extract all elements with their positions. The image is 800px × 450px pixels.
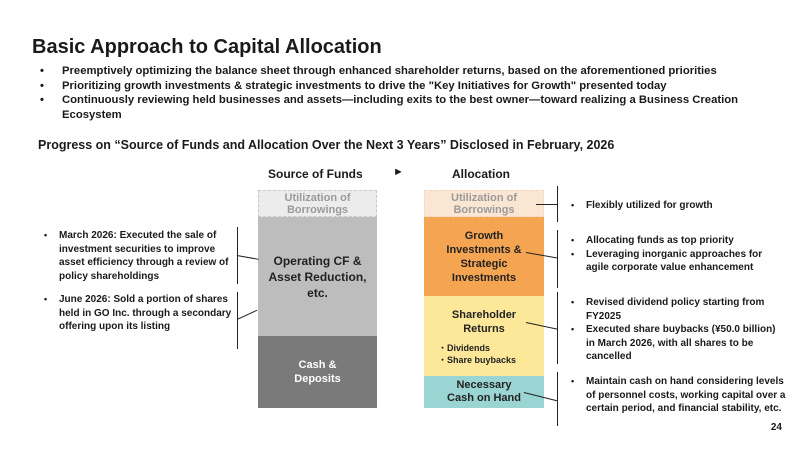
source-operating-cf-block bbox=[258, 217, 377, 336]
allocation-borrowings-label: Utilization of Borrowings bbox=[451, 191, 517, 216]
allocation-shareholder-block bbox=[424, 296, 544, 376]
bullet-dot: • bbox=[571, 235, 575, 245]
right-note-shareholder bbox=[571, 296, 786, 364]
left-connector-2 bbox=[237, 310, 257, 320]
bullet-dot: • bbox=[40, 65, 44, 77]
source-borrowings-label: Utilization of Borrowings bbox=[284, 191, 351, 216]
source-cash-label: Cash & Deposits bbox=[294, 359, 341, 385]
right-note-item bbox=[571, 323, 786, 364]
right-bracket-shareholder bbox=[557, 292, 563, 364]
key-point bbox=[40, 64, 790, 79]
bullet-dot: • bbox=[44, 230, 48, 240]
arrow-right-icon: ► bbox=[393, 166, 404, 178]
source-of-funds-header: Source of Funds bbox=[268, 167, 363, 181]
right-note-item bbox=[571, 248, 786, 275]
page-title: Basic Approach to Capital Allocation bbox=[32, 36, 382, 58]
left-note-text: June 2026: Sold a portion of shares held in GO Inc. through a secondary offering upon its listing bbox=[59, 294, 232, 332]
left-note-item bbox=[44, 293, 234, 334]
right-note-text: Flexibly utilized for growth bbox=[586, 200, 713, 211]
bullet-dot: • bbox=[571, 376, 575, 386]
key-points-list bbox=[40, 64, 790, 122]
bullet-dot: • bbox=[40, 79, 44, 92]
left-connector-1 bbox=[237, 255, 259, 260]
allocation-cash-label: Necessary Cash on Hand bbox=[447, 379, 521, 404]
right-note-growth bbox=[571, 234, 786, 275]
left-note-go-inc bbox=[44, 293, 234, 334]
right-note-text: Allocating funds as top priority bbox=[586, 235, 734, 246]
right-note-text: Revised dividend policy starting from FY2025 bbox=[586, 297, 765, 322]
right-note-item bbox=[571, 296, 786, 323]
key-point-text: Continuously reviewing held businesses and assets—including exits to the best owner—toward realizing a Business Creation Ecosystem bbox=[62, 94, 739, 121]
left-note-item bbox=[44, 229, 234, 283]
right-bracket-borrowings bbox=[557, 186, 563, 222]
dividends-item: ・Dividends bbox=[437, 343, 490, 353]
right-note-item bbox=[571, 199, 786, 213]
bullet-dot: • bbox=[44, 294, 48, 304]
right-connector-borrowings bbox=[536, 204, 557, 205]
share-buybacks-item: ・Share buybacks bbox=[437, 355, 517, 365]
right-note-text: Executed share buybacks (¥50.0 billion) in March 2026, with all shares to be cancelled bbox=[586, 324, 776, 362]
allocation-shareholder-label: Shareholder Returns bbox=[451, 309, 517, 335]
right-note-item bbox=[571, 234, 786, 248]
allocation-growth-block bbox=[424, 217, 544, 296]
right-note-text: Leveraging inorganic approaches for agile corporate value enhancement bbox=[586, 248, 763, 273]
right-bracket-growth bbox=[557, 230, 563, 288]
right-note-item bbox=[571, 375, 786, 416]
right-note-borrowings bbox=[571, 199, 786, 213]
right-note-text: Maintain cash on hand considering levels of personnel costs, working capital over a certain period, and financial stability, etc. bbox=[586, 376, 786, 414]
key-point-text: Preemptively optimizing the balance sheet through enhanced shareholder returns, based on the aforementioned priorities bbox=[62, 65, 717, 77]
bullet-dot: • bbox=[571, 297, 575, 307]
left-note-text: March 2026: Executed the sale of investment securities to improve asset efficiency through a review of policy shareholdings bbox=[59, 230, 229, 282]
bullet-dot: • bbox=[571, 200, 575, 210]
key-point bbox=[40, 93, 790, 122]
shareholder-sublist bbox=[438, 342, 516, 366]
key-point-text: Prioritizing growth investments & strategic investments to drive the "Key Initiatives for Growth" presented today bbox=[62, 79, 667, 92]
section-subheading: Progress on “Source of Funds and Allocation Over the Next 3 Years” Disclosed in February, 2026 bbox=[38, 138, 615, 152]
source-cash-block bbox=[258, 336, 377, 408]
key-point bbox=[40, 79, 790, 94]
allocation-header: Allocation bbox=[452, 167, 511, 181]
bullet-dot: • bbox=[571, 324, 575, 334]
bullet-dot: • bbox=[571, 248, 575, 259]
bullet-dot: • bbox=[40, 94, 44, 106]
source-borrowings-block bbox=[258, 190, 377, 217]
left-note-sale bbox=[44, 229, 234, 283]
right-bracket-cash bbox=[557, 372, 563, 426]
right-note-cash bbox=[571, 375, 786, 416]
page-number: 24 bbox=[770, 422, 782, 433]
allocation-borrowings-block bbox=[424, 190, 544, 217]
allocation-growth-label: Growth Investments & Strategic Investments bbox=[446, 229, 522, 284]
source-operating-cf-label: Operating CF & Asset Reduction, etc. bbox=[268, 253, 367, 300]
